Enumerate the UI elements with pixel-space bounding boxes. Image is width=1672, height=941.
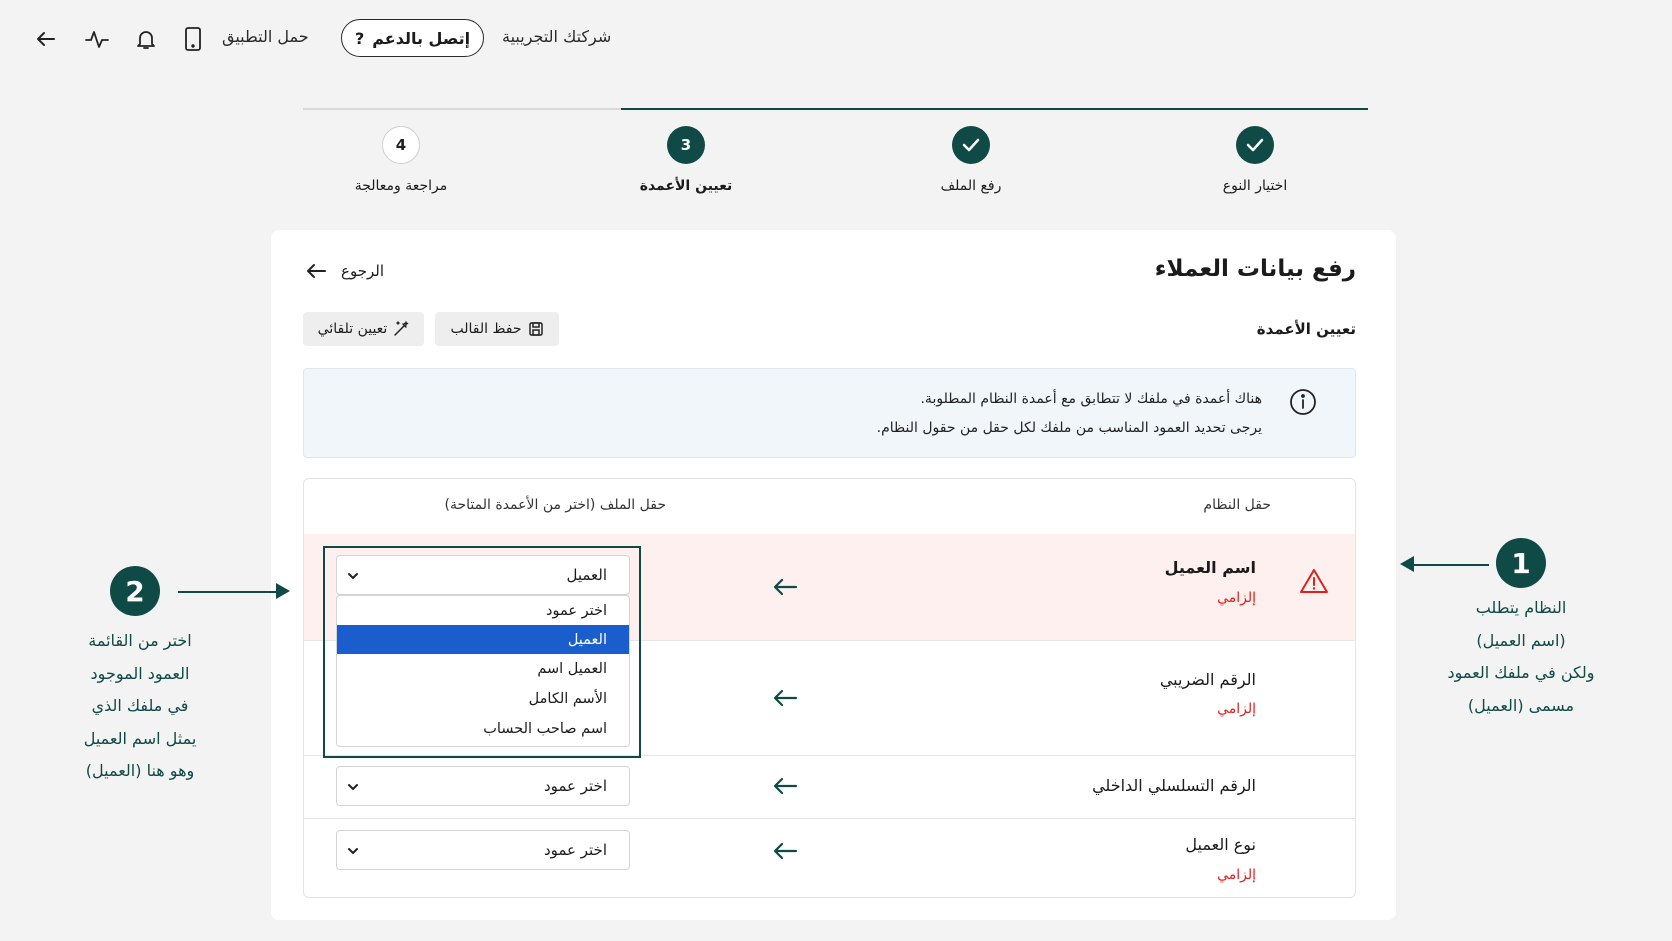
back-label: الرجوع (341, 262, 384, 280)
annotation-1-line: (اسم العميل) (1476, 631, 1566, 650)
magic-wand-icon (393, 321, 409, 337)
save-template-label: حفظ القالب (450, 321, 522, 337)
check-icon (1246, 138, 1264, 152)
dropdown-option-selected[interactable]: العميل (337, 625, 629, 654)
dropdown-option[interactable]: الأسم الكامل (528, 690, 607, 707)
dropdown-option[interactable]: اسم صاحب الحساب (483, 720, 607, 737)
bell-icon[interactable] (129, 22, 163, 56)
chevron-down-icon (347, 841, 359, 859)
step-4-circle: 4 (382, 126, 420, 164)
step-1-circle (1236, 126, 1274, 164)
required-label: إلزامي (1217, 590, 1256, 606)
select-value: العميل (566, 566, 607, 584)
annotation-2-line: وهو هنا (العميل) (85, 761, 195, 780)
system-field-header: حقل النظام (1203, 497, 1271, 513)
chevron-down-icon (347, 566, 359, 584)
info-line-2: يرجى تحديد العمود المناسب من ملفك لكل حقل من حقول النظام. (876, 420, 1262, 436)
chevron-down-icon (347, 777, 359, 795)
annotation-arrowhead-2 (276, 583, 290, 599)
row-divider (304, 818, 1355, 819)
save-template-button[interactable] (435, 312, 559, 346)
annotation-arrow-1 (1413, 564, 1489, 566)
select-value: اختر عمود (543, 777, 607, 795)
field-name-customer-name: اسم العميل (1164, 558, 1256, 577)
dropdown-option[interactable]: العميل اسم (537, 660, 607, 677)
info-line-1: هناك أعمدة في ملفك لا تتطابق مع أعمدة النظام المطلوبة. (920, 391, 1262, 407)
check-icon (962, 138, 980, 152)
file-column-select[interactable] (336, 830, 630, 870)
annotation-arrowhead-1 (1400, 556, 1414, 572)
warning-icon (1298, 566, 1330, 596)
annotation-1-line: ولكن في ملفك العمود (1447, 663, 1595, 682)
map-arrow-icon (770, 839, 800, 863)
file-column-select[interactable] (336, 555, 630, 595)
required-label: إلزامي (1217, 701, 1256, 717)
info-icon (1288, 387, 1318, 417)
step-3-label: تعيين الأعمدة (639, 178, 733, 194)
select-value: اختر عمود (543, 841, 607, 859)
back-arrow-icon[interactable] (29, 22, 63, 56)
activity-icon[interactable] (80, 22, 114, 56)
question-icon: ? (354, 28, 365, 48)
back-arrow-icon (305, 262, 327, 280)
annotation-badge-2: 2 (110, 566, 160, 616)
annotation-2-line: اختر من القائمة (88, 631, 192, 650)
auto-map-label: تعيين تلقائي (317, 321, 388, 337)
annotation-1-line: النظام يتطلب (1475, 598, 1567, 617)
save-icon (528, 321, 544, 337)
dropdown-option[interactable]: اختر عمود (546, 602, 607, 619)
annotation-2-line: يمثل اسم العميل (83, 729, 197, 748)
field-name-tax-number: الرقم الضريبي (1159, 670, 1256, 689)
map-arrow-icon (770, 774, 800, 798)
company-name: شركتك التجريبية (502, 27, 612, 46)
annotation-1-line: مسمى (العميل) (1467, 696, 1575, 715)
section-title: تعيين الأعمدة (1256, 320, 1356, 338)
step-4-label: مراجعة ومعالجة (354, 178, 448, 194)
file-column-select[interactable] (336, 766, 630, 806)
annotation-2-line: في ملفك الذي (91, 696, 189, 715)
stepper-track-complete (621, 108, 1368, 110)
step-1-label: اختيار النوع (1222, 178, 1288, 194)
mobile-icon[interactable] (176, 22, 210, 56)
contact-support-button[interactable] (341, 19, 484, 57)
stepper-track-pending (303, 108, 621, 110)
support-label: إتصل بالدعم (372, 28, 471, 48)
auto-map-button[interactable] (303, 312, 424, 346)
map-arrow-icon (770, 686, 800, 710)
annotation-arrow-2 (178, 591, 278, 593)
step-3-circle: 3 (667, 126, 705, 164)
field-name-internal-serial: الرقم التسلسلي الداخلي (1092, 776, 1256, 795)
back-button[interactable] (305, 262, 384, 280)
step-2-circle (952, 126, 990, 164)
annotation-badge-1: 1 (1496, 538, 1546, 588)
page-title: رفع بيانات العملاء (1154, 256, 1356, 282)
step-2-label: رفع الملف (940, 178, 1002, 194)
info-banner (303, 368, 1356, 458)
field-name-customer-type: نوع العميل (1185, 835, 1256, 854)
file-field-header: حقل الملف (اختر من الأعمدة المتاحة) (444, 497, 666, 513)
download-app-link[interactable]: حمل التطبيق (222, 27, 309, 46)
map-arrow-icon (770, 575, 800, 599)
required-label: إلزامي (1217, 867, 1256, 883)
annotation-2-line: العمود الموجود (90, 664, 190, 683)
